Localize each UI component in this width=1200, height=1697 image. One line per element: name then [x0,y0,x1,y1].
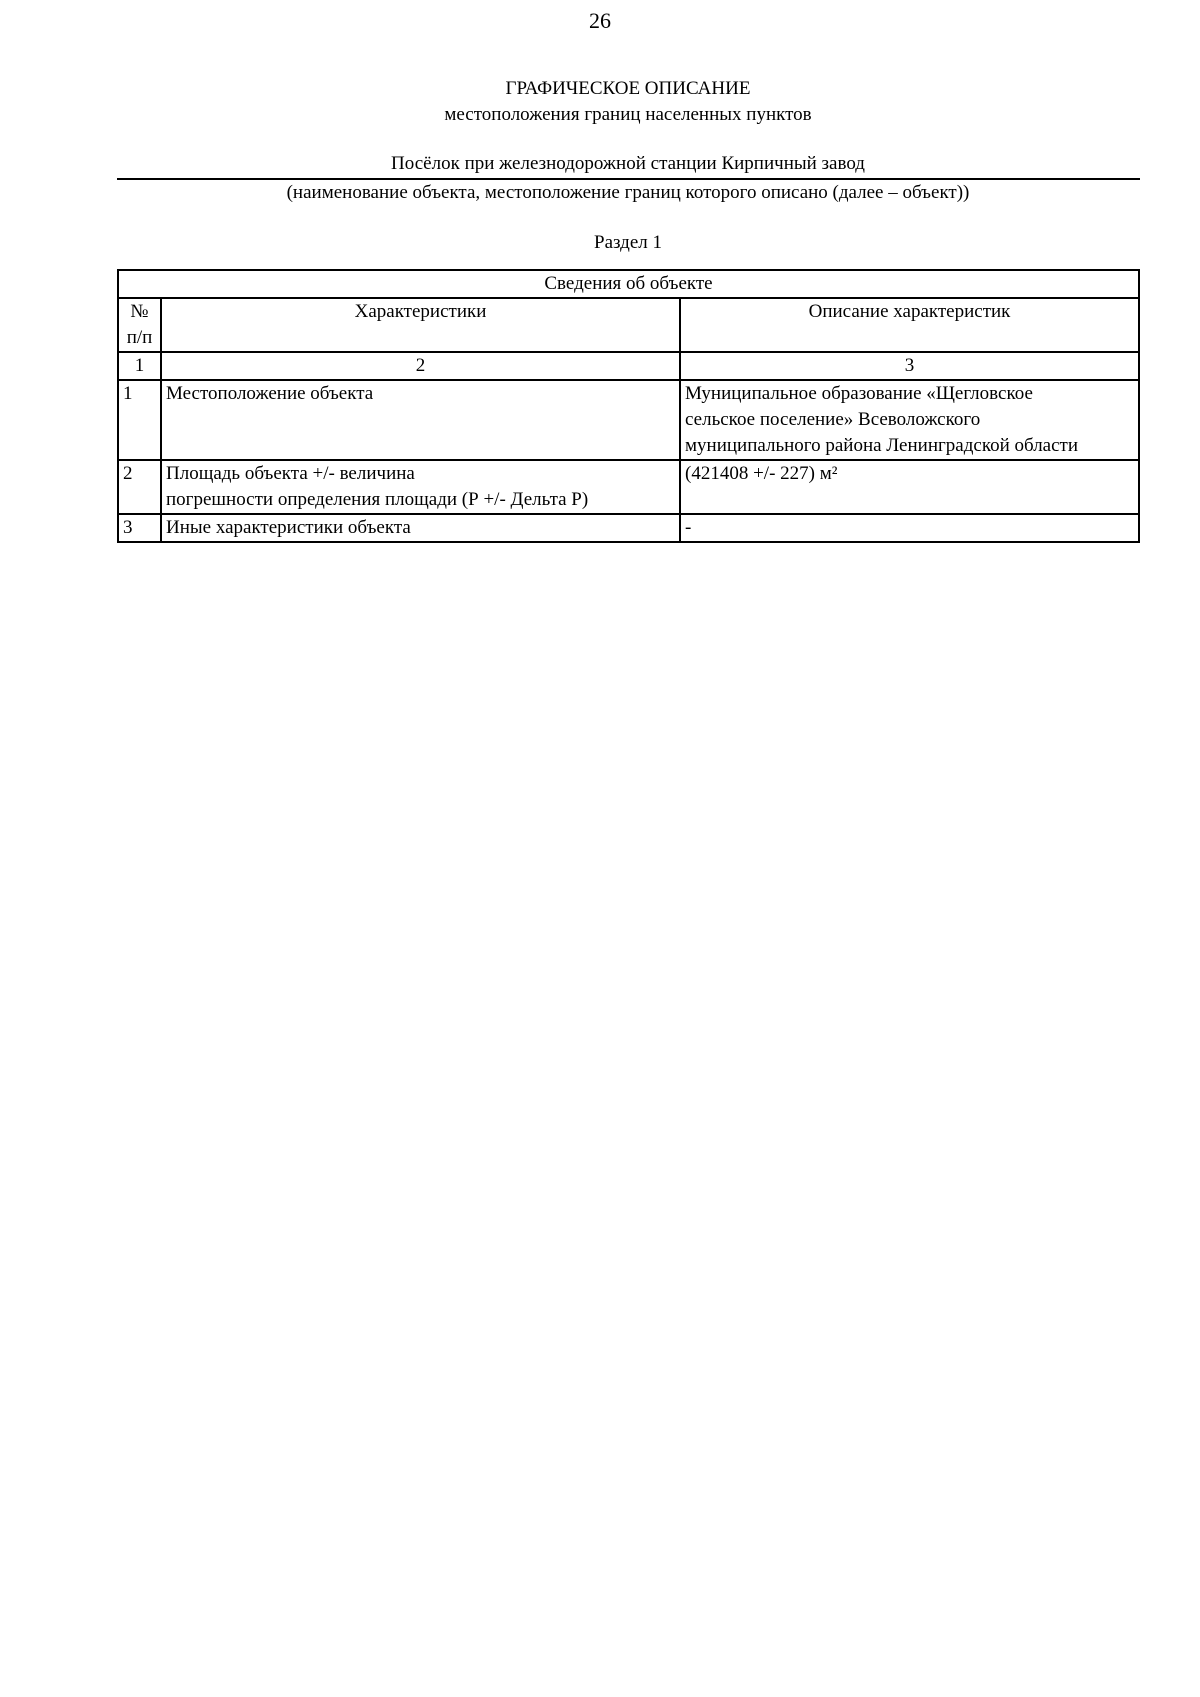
document-subtitle: местоположения границ населенных пунктов [444,104,812,125]
row-description [680,460,1139,514]
object-name-caption: (наименование объекта, местоположение границ которого описано (далее – объект)) [286,182,970,203]
header-number-line2: п/п [126,327,153,348]
section-heading: Раздел 1 [594,232,662,253]
column-number-row [118,352,1139,380]
header-description: Описание характеристик [680,298,1139,352]
object-info-table [117,269,1140,543]
table-row [118,514,1139,542]
table-row [118,460,1139,514]
description-line: муниципального района Ленинградской области [685,435,1079,456]
description-line: Муниципальное образование «Щегловское [685,383,1033,404]
header-number [118,298,161,352]
row-number: 2 [118,460,161,514]
table-title-row [118,270,1139,298]
column-number-3: 3 [680,352,1139,380]
row-characteristic [161,380,680,460]
header-characteristics: Характеристики [161,298,680,352]
object-name: Посёлок при железнодорожной станции Кирпичный завод [391,153,865,174]
characteristic-line: Местоположение объекта [166,383,374,404]
column-number-2: 2 [161,352,680,380]
table-row [118,380,1139,460]
characteristic-line: Площадь объекта +/- величина [166,463,415,484]
row-characteristic [161,514,680,542]
table-header-row [118,298,1139,352]
column-number-1: 1 [118,352,161,380]
description-line: - [685,517,692,538]
row-description [680,514,1139,542]
header-number-line1: № [130,301,149,322]
page-number: 26 [589,8,611,33]
row-description [680,380,1139,460]
characteristic-line: Иные характеристики объекта [166,517,411,538]
document-title: ГРАФИЧЕСКОЕ ОПИСАНИЕ [505,78,751,99]
description-line: сельское поселение» Всеволожского [685,409,981,430]
row-characteristic [161,460,680,514]
description-line: (421408 +/- 227) м² [685,463,838,484]
table-title: Сведения об объекте [118,270,1139,298]
row-number: 3 [118,514,161,542]
characteristic-line: погрешности определения площади (Р +/- Дельта Р) [166,489,589,510]
row-number: 1 [118,380,161,460]
underline-rule [117,178,1140,180]
